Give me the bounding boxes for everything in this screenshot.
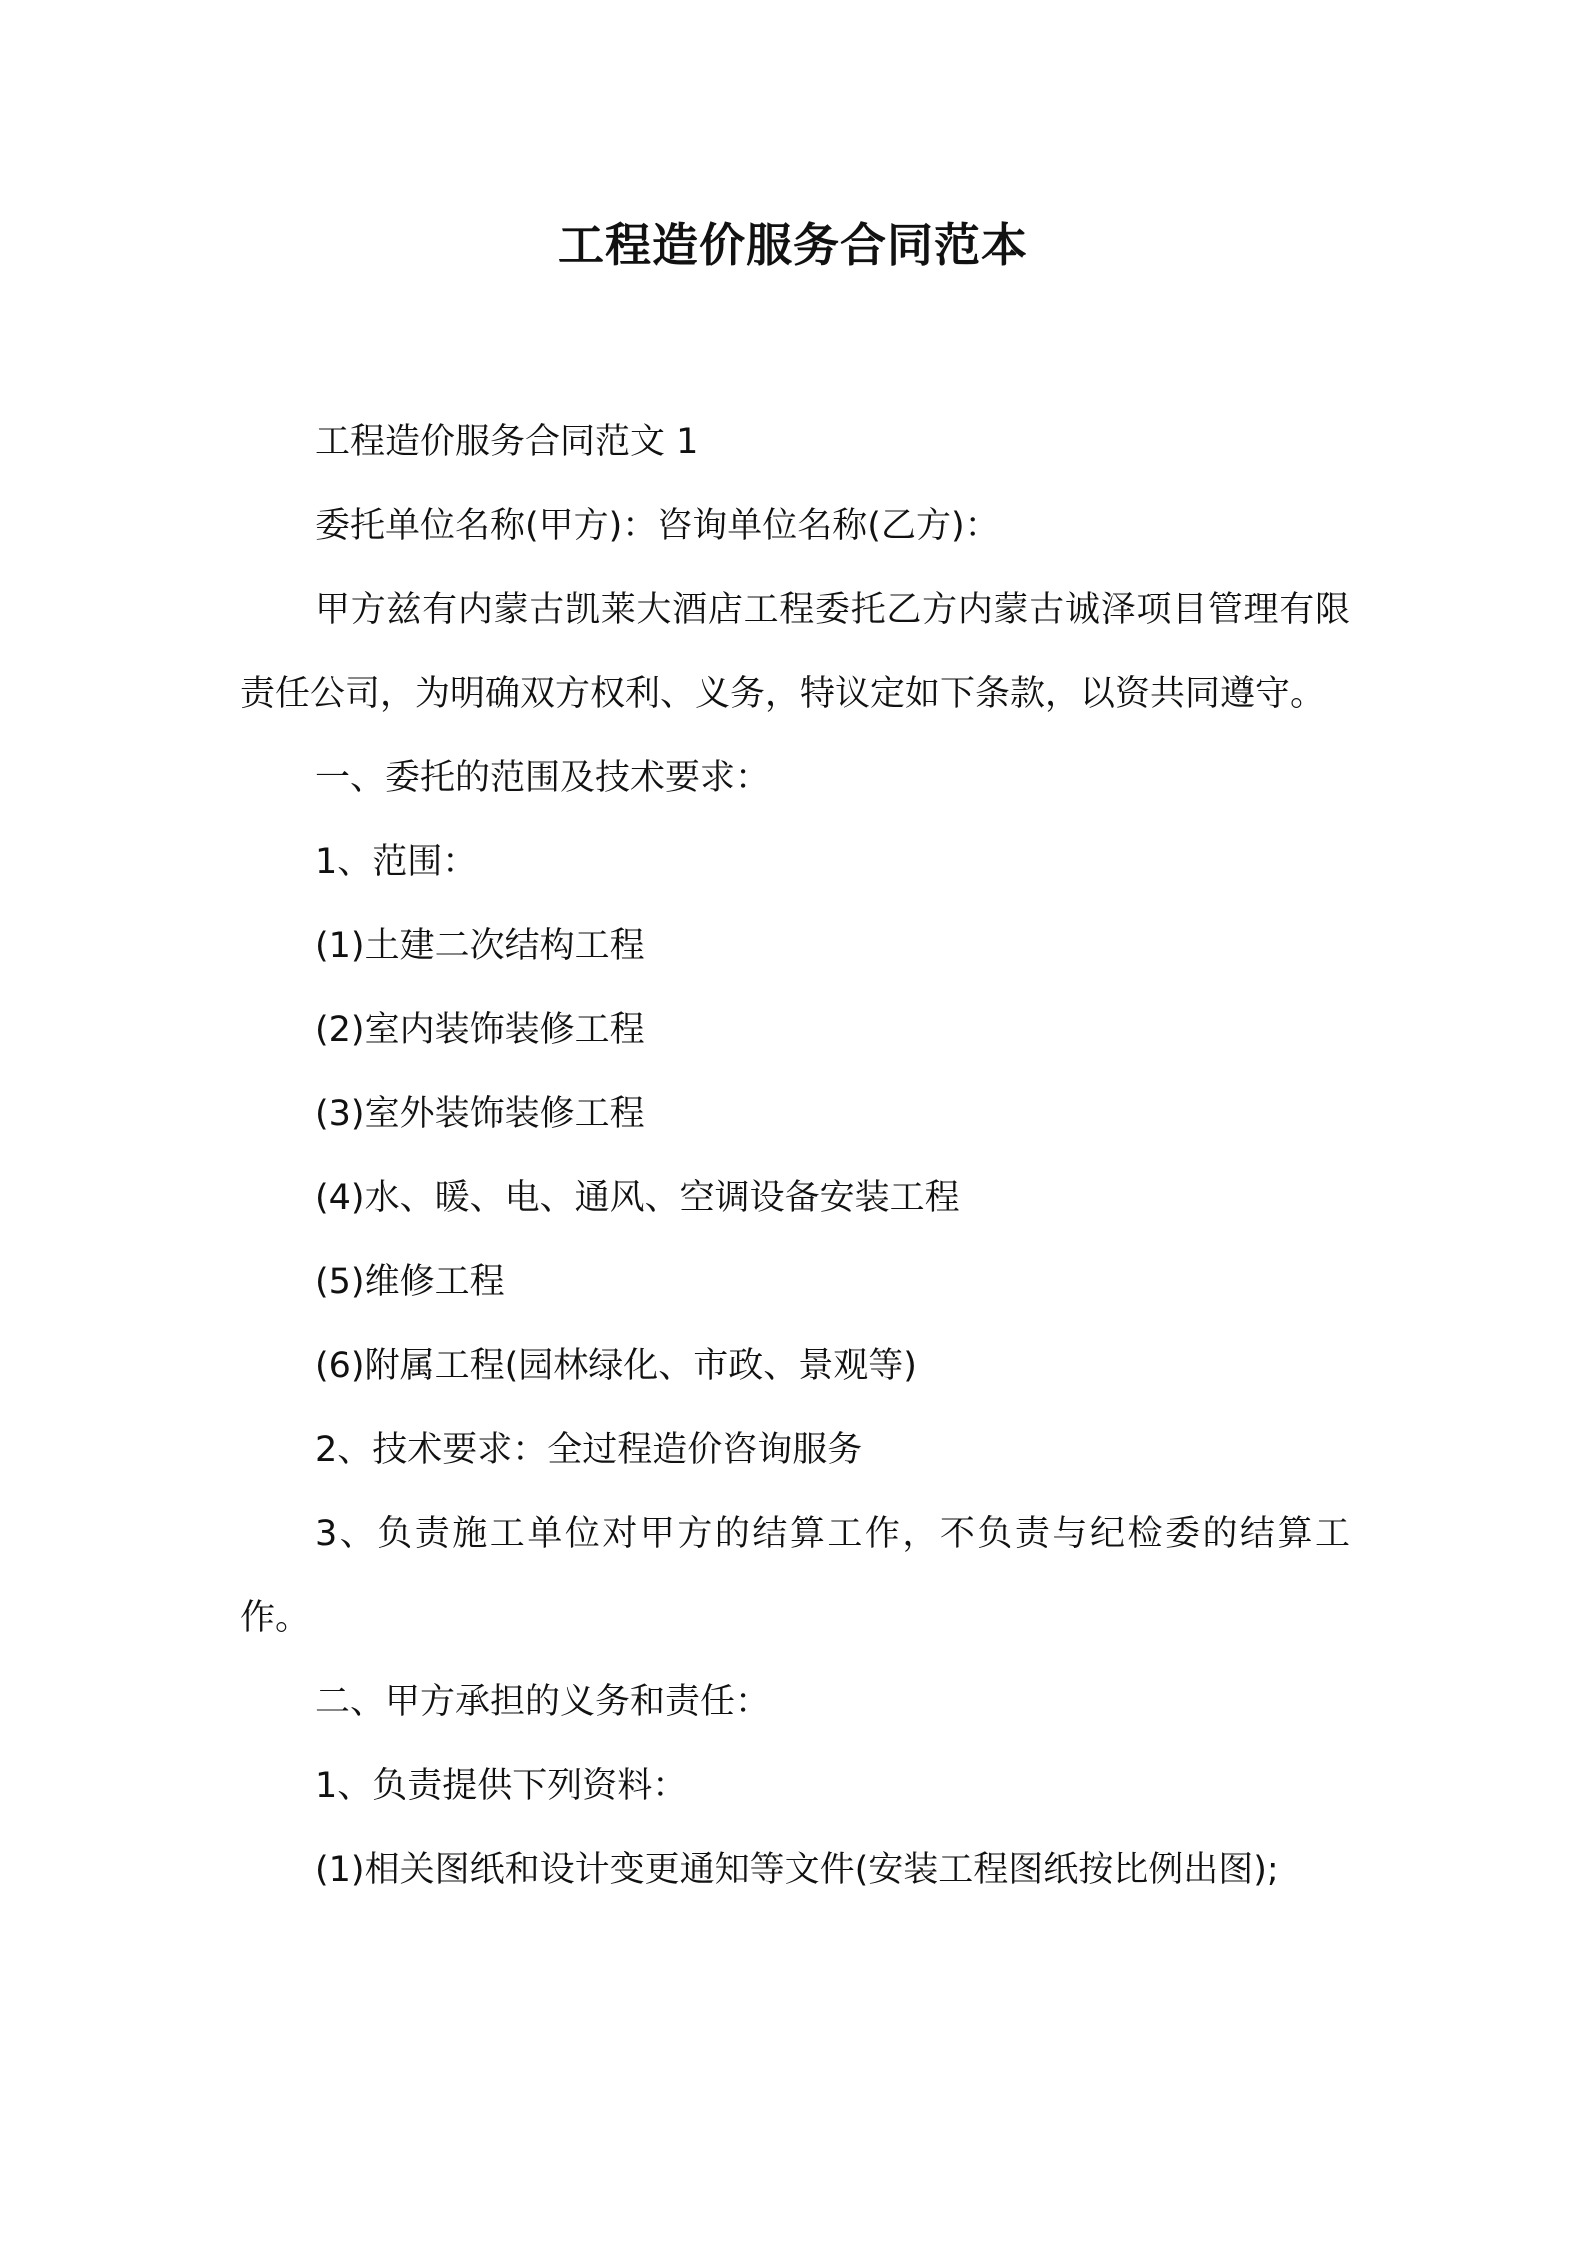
section-heading-obligations: 二、甲方承担的义务和责任： bbox=[315, 1682, 771, 1722]
list-item: (5)维修工程 bbox=[315, 1262, 505, 1302]
document-body bbox=[240, 400, 1350, 1912]
list-item: (1)相关图纸和设计变更通知等文件(安装工程图纸按比例出图); bbox=[315, 1850, 1279, 1890]
document-title: 工程造价服务合同范本 bbox=[558, 218, 1028, 272]
list-item: (2)室内装饰装修工程 bbox=[315, 1010, 645, 1050]
section-heading-scope: 一、委托的范围及技术要求： bbox=[315, 758, 771, 798]
paragraph-intro: 甲方兹有内蒙古凯莱大酒店工程委托乙方内蒙古诚泽项目管理有限责任公司，为明确双方权利、义务，特议定如下条款，以资共同遵守。 bbox=[240, 590, 1350, 714]
paragraph-parties: 委托单位名称(甲方)：咨询单位名称(乙方)： bbox=[315, 506, 1000, 546]
list-item: (1)土建二次结构工程 bbox=[315, 926, 645, 966]
subsection-scope: 1、范围： bbox=[315, 842, 478, 882]
list-item: (4)水、暖、电、通风、空调设备安装工程 bbox=[315, 1178, 960, 1218]
list-item: (3)室外装饰装修工程 bbox=[315, 1094, 645, 1134]
list-item: (6)附属工程(园林绿化、市政、景观等) bbox=[315, 1346, 917, 1386]
subsection-settlement: 3、负责施工单位对甲方的结算工作，不负责与纪检委的结算工作。 bbox=[240, 1514, 1350, 1638]
paragraph-heading: 工程造价服务合同范文 1 bbox=[315, 422, 699, 462]
subsection-tech-requirements: 2、技术要求：全过程造价咨询服务 bbox=[315, 1430, 863, 1470]
subsection-materials: 1、负责提供下列资料： bbox=[315, 1766, 688, 1806]
